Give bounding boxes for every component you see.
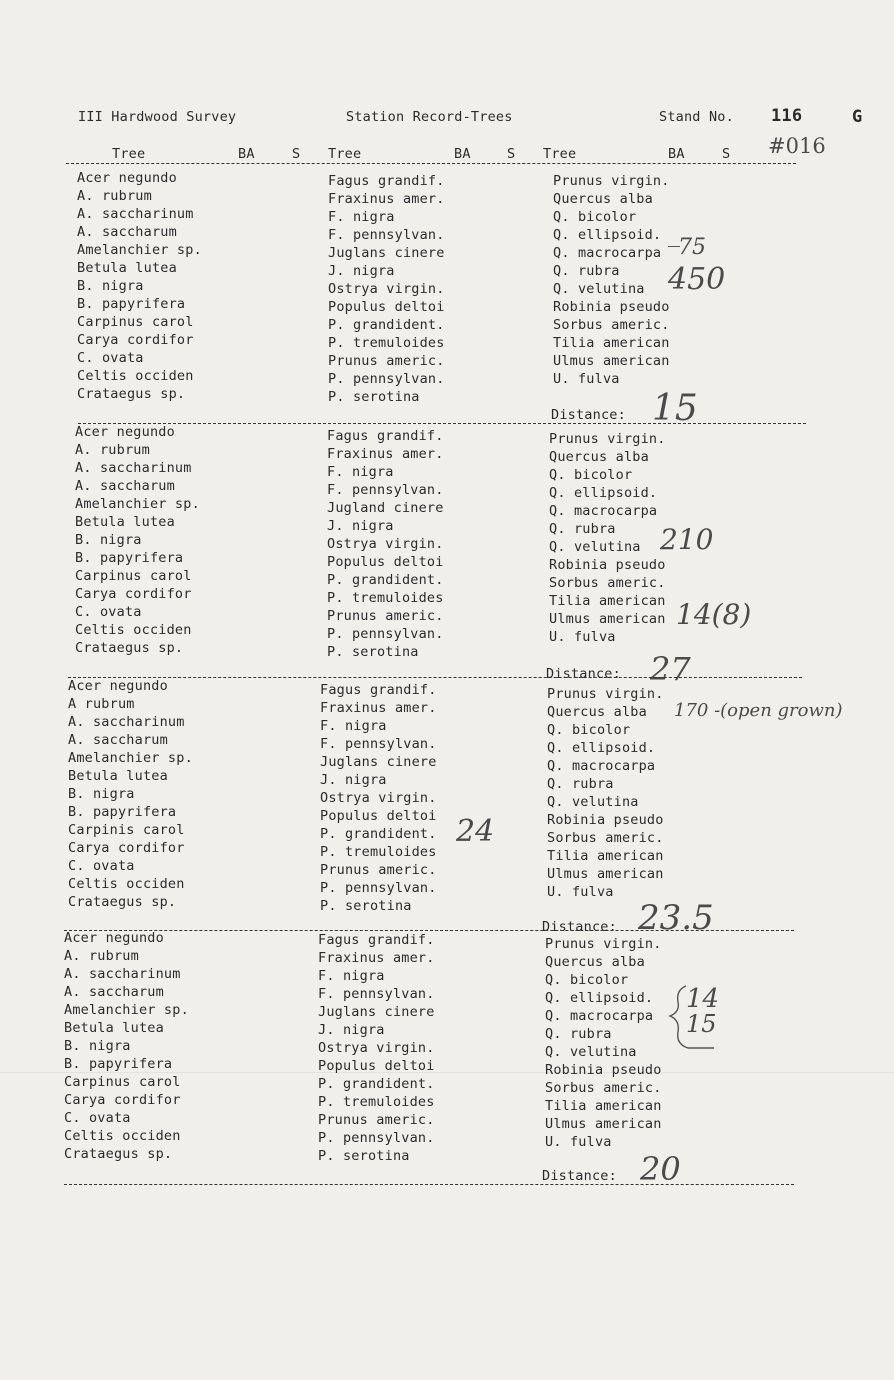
station-2-distance-label: Distance: (546, 666, 621, 682)
species-entry: Ostrya virgin. (320, 790, 437, 806)
species-entry: A. saccharum (68, 732, 168, 748)
species-entry: Quercus alba (549, 449, 649, 465)
col-header-ba-1: BA (238, 146, 255, 162)
species-entry: A. rubrum (77, 188, 152, 204)
species-entry: Betula lutea (64, 1020, 164, 1036)
species-entry: Q. ellipsoid. (547, 740, 656, 756)
species-entry: C. ovata (64, 1110, 131, 1126)
footer-divider (64, 1184, 794, 1185)
species-entry: Q. bicolor (545, 972, 629, 988)
handwritten-brace (664, 982, 718, 1052)
species-entry: Fraxinus amer. (318, 950, 435, 966)
species-entry: U. fulva (547, 884, 614, 900)
station-3-distance-label: Distance: (542, 919, 617, 935)
species-entry: Q. macrocarpa (549, 503, 658, 519)
species-entry: A. saccharinum (77, 206, 194, 222)
record-title: Station Record-Trees (346, 109, 513, 125)
col-header-s-2: S (507, 146, 516, 162)
species-entry: Crataegus sp. (64, 1146, 173, 1162)
species-entry: C. ovata (77, 350, 144, 366)
col-header-tree-3: Tree (543, 146, 577, 162)
species-entry: Q. rubra (547, 776, 614, 792)
species-entry: Acer negundo (68, 678, 168, 694)
species-entry: P. pennsylvan. (328, 371, 445, 387)
species-entry: Q. ellipsoid. (553, 227, 662, 243)
species-entry: Robinia pseudo (549, 557, 666, 573)
species-entry: J. nigra (328, 263, 395, 279)
species-entry: Juglans cinere (328, 245, 445, 261)
species-entry: A. saccharinum (75, 460, 192, 476)
station-divider (68, 677, 802, 678)
species-entry: Q. macrocarpa (553, 245, 662, 261)
species-entry: Sorbus americ. (545, 1080, 662, 1096)
species-entry: Carpinus carol (64, 1074, 181, 1090)
species-entry: C. ovata (68, 858, 135, 874)
species-entry: Q. velutina (547, 794, 639, 810)
species-entry: Ostrya virgin. (328, 281, 445, 297)
species-entry: Fagus grandif. (328, 173, 445, 189)
station-4-distance-value: 20 (640, 1150, 681, 1188)
species-entry: Acer negundo (64, 930, 164, 946)
species-entry: P. serotina (320, 898, 412, 914)
species-entry: A. saccharum (77, 224, 177, 240)
species-entry: B. papyrifera (68, 804, 177, 820)
species-entry: B. nigra (64, 1038, 131, 1054)
species-entry: P. tremuloides (327, 590, 444, 606)
species-entry: F. nigra (320, 718, 387, 734)
species-entry: Q. velutina (549, 539, 641, 555)
station-3-note-ba: 24 (456, 814, 495, 849)
species-entry: F. pennsylvan. (318, 986, 435, 1002)
species-entry: Prunus virgin. (553, 173, 670, 189)
species-entry: F. pennsylvan. (320, 736, 437, 752)
species-entry: A. rubrum (75, 442, 150, 458)
station-1-note-ba: 450 (668, 262, 726, 297)
species-entry: A. saccharum (64, 984, 164, 1000)
species-entry: F. pennsylvan. (327, 482, 444, 498)
species-entry: Fagus grandif. (320, 682, 437, 698)
species-entry: Prunus virgin. (545, 936, 662, 952)
station-1-note-ba: 75 (678, 235, 706, 260)
species-entry: A. rubrum (64, 948, 139, 964)
species-entry: Jugland cinere (327, 500, 444, 516)
species-entry: Sorbus americ. (549, 575, 666, 591)
species-entry: Celtis occiden (64, 1128, 181, 1144)
species-entry: Crataegus sp. (68, 894, 177, 910)
species-entry: B. papyrifera (77, 296, 186, 312)
species-entry: P. serotina (328, 389, 420, 405)
species-entry: P. serotina (318, 1148, 410, 1164)
species-entry: Betula lutea (77, 260, 177, 276)
species-entry: Acer negundo (77, 170, 177, 186)
station-3-note-ba: 170 -(open grown) (674, 700, 843, 721)
species-entry: P. pennsylvan. (327, 626, 444, 642)
species-entry: Crataegus sp. (75, 640, 184, 656)
species-entry: Tilia american (553, 335, 670, 351)
species-entry: Q. rubra (549, 521, 616, 537)
species-entry: Prunus americ. (318, 1112, 435, 1128)
station-2-note-ba: 14(8) (676, 598, 752, 631)
station-3-distance-value: 23.5 (638, 898, 714, 938)
species-entry: J. nigra (327, 518, 394, 534)
species-entry: Fraxinus amer. (327, 446, 444, 462)
species-entry: Celtis occiden (77, 368, 194, 384)
species-entry: Ulmus american (547, 866, 664, 882)
species-entry: Q. rubra (553, 263, 620, 279)
header-divider (66, 163, 796, 164)
station-divider (64, 930, 794, 931)
species-entry: P. serotina (327, 644, 419, 660)
paper-fold (0, 1072, 894, 1073)
species-entry: B. papyrifera (64, 1056, 173, 1072)
species-entry: B. nigra (77, 278, 144, 294)
species-entry: P. tremuloides (318, 1094, 435, 1110)
species-entry: Betula lutea (68, 768, 168, 784)
col-header-tree-2: Tree (328, 146, 362, 162)
species-entry: F. nigra (328, 209, 395, 225)
species-entry: Celtis occiden (75, 622, 192, 638)
species-entry: Amelanchier sp. (64, 1002, 189, 1018)
species-entry: Quercus alba (553, 191, 653, 207)
species-entry: A rubrum (68, 696, 135, 712)
species-entry: Robinia pseudo (545, 1062, 662, 1078)
species-entry: Ostrya virgin. (327, 536, 444, 552)
species-entry: Sorbus americ. (547, 830, 664, 846)
species-entry: Carpinus carol (75, 568, 192, 584)
station-4-note-ba: 14 (686, 984, 720, 1014)
species-entry: Fagus grandif. (327, 428, 444, 444)
species-entry: Carya cordifor (64, 1092, 181, 1108)
species-entry: Q. rubra (545, 1026, 612, 1042)
species-entry: J. nigra (318, 1022, 385, 1038)
species-entry: Fraxinus amer. (328, 191, 445, 207)
species-entry: Amelanchier sp. (77, 242, 202, 258)
col-header-tree-1: Tree (112, 146, 146, 162)
species-entry: Robinia pseudo (547, 812, 664, 828)
species-entry: Quercus alba (545, 954, 645, 970)
species-entry: A. saccharum (75, 478, 175, 494)
species-entry: Carya cordifor (77, 332, 194, 348)
station-2-note-ba: 210 (660, 523, 714, 556)
col-header-ba-3: BA (668, 146, 685, 162)
species-entry: Ulmus american (549, 611, 666, 627)
station-1-distance-value: 15 (652, 388, 698, 429)
species-entry: Ulmus american (545, 1116, 662, 1132)
species-entry: Tilia american (545, 1098, 662, 1114)
species-entry: J. nigra (320, 772, 387, 788)
species-entry: Populus deltoi (327, 554, 444, 570)
station-4-distance-label: Distance: (542, 1168, 617, 1184)
species-entry: Q. ellipsoid. (549, 485, 658, 501)
species-entry: Q. ellipsoid. (545, 990, 654, 1006)
species-entry: U. fulva (549, 629, 616, 645)
species-entry: A. saccharinum (64, 966, 181, 982)
species-entry: P. grandident. (327, 572, 444, 588)
species-entry: Q. macrocarpa (547, 758, 656, 774)
species-entry: Celtis occiden (68, 876, 185, 892)
species-entry: Ostrya virgin. (318, 1040, 435, 1056)
species-entry: P. pennsylvan. (318, 1130, 435, 1146)
species-entry: B. papyrifera (75, 550, 184, 566)
species-entry: Fraxinus amer. (320, 700, 437, 716)
species-entry: Prunus virgin. (547, 686, 664, 702)
species-entry: Populus deltoi (320, 808, 437, 824)
species-entry: B. nigra (75, 532, 142, 548)
species-entry: Amelanchier sp. (75, 496, 200, 512)
species-entry: Populus deltoi (328, 299, 445, 315)
species-entry: P. pennsylvan. (320, 880, 437, 896)
species-entry: Tilia american (549, 593, 666, 609)
species-entry: P. tremuloides (328, 335, 445, 351)
species-entry: P. grandident. (318, 1076, 435, 1092)
species-entry: Q. velutina (553, 281, 645, 297)
species-entry: Crataegus sp. (77, 386, 186, 402)
species-entry: Prunus americ. (320, 862, 437, 878)
species-entry: Ulmus american (553, 353, 670, 369)
stand-number-typed: 116 (771, 106, 803, 126)
species-entry: P. grandident. (328, 317, 445, 333)
species-entry: Prunus virgin. (549, 431, 666, 447)
species-entry: Juglans cinere (318, 1004, 435, 1020)
species-entry: C. ovata (75, 604, 142, 620)
handwritten-stroke (668, 246, 680, 247)
species-entry: Tilia american (547, 848, 664, 864)
species-entry: Quercus alba (547, 704, 647, 720)
stand-label: Stand No. (659, 109, 734, 125)
species-entry: Acer negundo (75, 424, 175, 440)
species-entry: Sorbus americ. (553, 317, 670, 333)
species-entry: Carpinis carol (68, 822, 185, 838)
species-entry: Amelanchier sp. (68, 750, 193, 766)
species-entry: B. nigra (68, 786, 135, 802)
species-entry: Q. bicolor (549, 467, 633, 483)
species-entry: Carya cordifor (68, 840, 185, 856)
survey-title: III Hardwood Survey (78, 109, 237, 125)
species-entry: P. tremuloides (320, 844, 437, 860)
col-header-ba-2: BA (454, 146, 471, 162)
species-entry: U. fulva (553, 371, 620, 387)
species-entry: Carpinus carol (77, 314, 194, 330)
species-entry: A. saccharinum (68, 714, 185, 730)
corner-mark: G (852, 107, 863, 127)
species-entry: Populus deltoi (318, 1058, 435, 1074)
station-4-note-ba: 15 (686, 1010, 717, 1038)
species-entry: Robinia pseudo (553, 299, 670, 315)
species-entry: Fagus grandif. (318, 932, 435, 948)
species-entry: Carya cordifor (75, 586, 192, 602)
stand-number-handwritten: #016 (768, 134, 826, 158)
species-entry: Prunus americ. (328, 353, 445, 369)
species-entry: F. pennsylvan. (328, 227, 445, 243)
species-entry: Juglans cinere (320, 754, 437, 770)
species-entry: Q. velutina (545, 1044, 637, 1060)
species-entry: Q. bicolor (553, 209, 637, 225)
species-entry: Q. bicolor (547, 722, 631, 738)
station-2-distance-value: 27 (650, 650, 691, 688)
col-header-s-3: S (722, 146, 731, 162)
species-entry: F. nigra (318, 968, 385, 984)
station-divider (78, 423, 806, 424)
species-entry: P. grandident. (320, 826, 437, 842)
col-header-s-1: S (292, 146, 301, 162)
station-1-distance-label: Distance: (551, 407, 626, 423)
species-entry: F. nigra (327, 464, 394, 480)
species-entry: Prunus americ. (327, 608, 444, 624)
species-entry: Betula lutea (75, 514, 175, 530)
species-entry: U. fulva (545, 1134, 612, 1150)
species-entry: Q. macrocarpa (545, 1008, 654, 1024)
